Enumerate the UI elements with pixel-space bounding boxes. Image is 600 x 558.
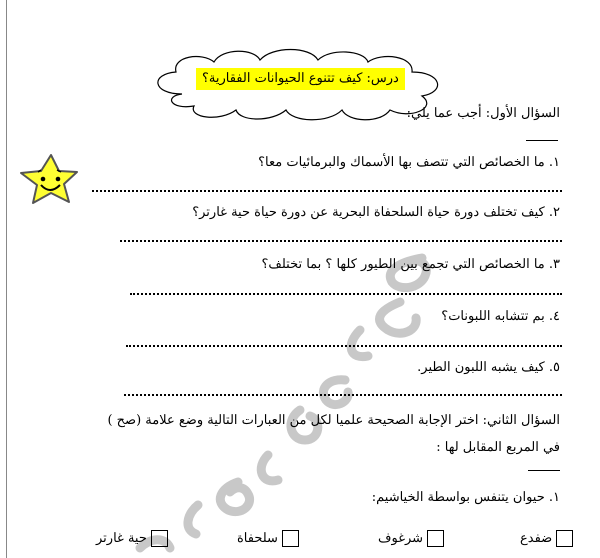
- q1-item: ٥. كيف يشبه اللبون الطير.: [417, 360, 560, 375]
- q2-heading: السؤال الثاني: اختر الإجابة الصحيحة علميا لكل من العبارات التالية وضع علامة (صح ): [107, 413, 560, 428]
- option-garter-snake[interactable]: [96, 530, 168, 547]
- dash-mark: [526, 140, 558, 141]
- option-frog[interactable]: [520, 530, 573, 547]
- dash-mark: [528, 470, 560, 471]
- option-tadpole[interactable]: [378, 530, 444, 547]
- option-turtle[interactable]: [237, 530, 299, 547]
- answer-line: [130, 293, 562, 295]
- checkbox[interactable]: [151, 530, 168, 547]
- checkbox[interactable]: [282, 530, 299, 547]
- q1-heading: السؤال الأول: أجب عما يلي:: [406, 106, 560, 121]
- q1-item: ١. ما الخصائص التي تتصف بها الأسماك والبرمائيات معا؟: [258, 155, 560, 170]
- page-margin-line: [6, 0, 7, 558]
- q1-item: ٤. بم تتشابه اللبونات؟: [441, 309, 560, 324]
- answer-line: [92, 190, 562, 192]
- option-label: سلحفاة: [237, 531, 278, 546]
- answer-line: [126, 345, 562, 347]
- checkbox[interactable]: [556, 530, 573, 547]
- answer-line: [120, 240, 562, 242]
- smiling-star-icon: [14, 152, 84, 208]
- option-label: حية غارتر: [96, 531, 147, 546]
- option-label: ضفدع: [520, 531, 553, 546]
- q1-item: ٣. ما الخصائص التي تجمع بين الطيور كلها ؟ بما تختلف؟: [261, 257, 560, 272]
- answer-line: [124, 394, 562, 396]
- option-label: شرغوف: [378, 531, 424, 546]
- q2-item: ١. حيوان يتنفس بواسطة الخياشيم:: [371, 490, 560, 505]
- lesson-title: درس: كيف تتنوع الحيوانات الفقارية؟: [196, 68, 405, 90]
- q2-heading-line2: في المربع المقابل لها :: [436, 440, 560, 455]
- checkbox[interactable]: [427, 530, 444, 547]
- q1-item: ٢. كيف تختلف دورة حياة السلحفاة البحرية عن دورة حياة حية غارتر؟: [192, 205, 560, 220]
